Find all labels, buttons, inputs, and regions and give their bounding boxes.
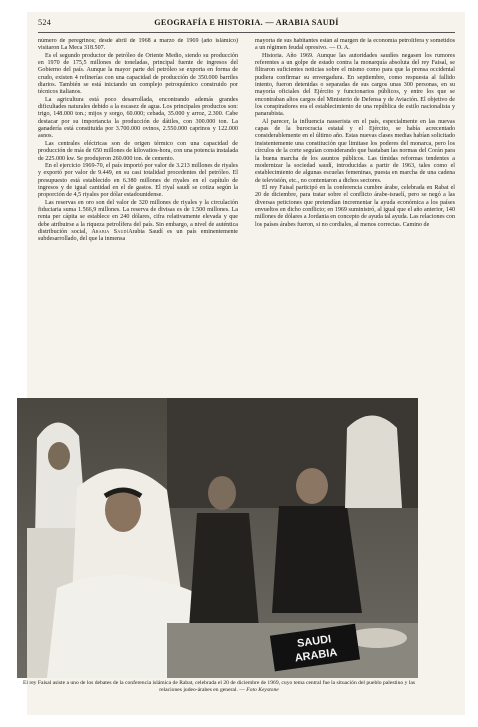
left-face [48,442,70,470]
nameplate-line-2: ARABIA [294,646,339,665]
caption-text: El rey Faisal asiste a uno de los debates de la conferencia islámica de Rabat, celebrada el 20 de diciembre de 1969, cuyo tema central fue la situación del pueblo palestino y las relaciones judeo-árabes en general. — [22,680,416,694]
right-paragraph-history: Historia. Año 1969. Aunque las autoridades saudíes negasen los rumores referentes a un golpe de estado contra la monarquía absoluta del rey Faisal, se filtraron suficientes noticias sobre el mismo como para que la prensa occidental pudiera confirmar su envergadura. En septiembre, como respuesta al fallido intento, fueron detenidas o separadas de sus cargos unas 300 personas, en su mayoría oficiales del Ejército y funcionarios públicos, y entre los que se encontraban altos cargos del Ministerio de Defensa y de Aviación. El objetivo de los conspiradores era el establecimiento de una república de estilo nacionalista y panarabista. [255,52,455,118]
page-header [38,18,455,33]
text-columns [38,38,455,416]
photo-caption [11,680,427,694]
left-paragraph: En el ejercicio 1969-70, el país importó por valor de 3.213 millones de riyales y exportó por valor de 9.449, en su casi totalidad procedentes del petróleo. El presupuesto está establecido en 6.380 millones de riyales en el capítulo de ingresos y de igual cantidad en el de gastos. El riyal saudí se cotiza según la proporción de 4,5 riyales por dólar estadounidense. [38,162,238,199]
page-number: 524 [38,18,52,27]
right-paragraph: Al parecer, la influencia nasserista en el país, especialmente en las nuevas capas de la burocracia estatal y el Ejército, se había acrecentado considerablemente en el último año. Estas nuevas clases medias habían solicitado insistentemente una constitución que limitase los poderes del monarca, pero los círculos de la corte seguían considerando que bastaban las normas del Corán para la buena marcha de los asuntos públicos. Las tímidas reformas tendentes a modernizar la sociedad saudí, introducidas a partir de 1963, tales como el establecimiento de algunas escuelas femeninas, puesta en marcha de una cadena de televisión, etc., no contentaron a dichos sectores. [255,118,455,184]
left-paragraph-with-country [38,200,238,244]
photo-credit: Foto Keystone [246,687,279,694]
running-title: GEOGRAFÍA E HISTORIA. — ARABIA SAUDÍ [154,18,339,27]
left-column [38,38,238,416]
left-paragraph: Las centrales eléctricas son de origen térmico con una capacidad de producción de más de 650 millones de kilovatios-hora, con una potencia instalada de 225.000 kw. Se produjeron 260.000 ton. de cemento. [38,140,238,162]
suited-man-face [208,476,236,510]
country-small-caps: Arabia Saudí [91,228,129,235]
suited-man-2-body [272,506,362,613]
paragraph-text: Las reservas en oro son del valor de 320 millones de riyales y la circulación fiduciaria suma 1.566,9 millones. La reserva de divisas es de 1.500 millones. La renta per cápita se establece en 240 dólares, cifra relativamente elevada y que debe atribuirse a la riqueza petrolífera del país. Sin embargo, a nivel de auténtica distribución social, [38,199,238,235]
suited-man-2-face [296,468,328,504]
right-paragraph: El rey Faisal participó en la conferencia cumbre árabe, celebrada en Rabat el 20 de diciembre, para tratar sobre el conflicto árabe-israelí, pero se negó a las diversas peticiones que pretendían incrementar la ayuda económica a los países envueltos en dicho conflicto; en 1969 suministró, al igual que el año anterior, 140 millones de dólares a Jordania en concepto de ayuda tal ayuda. Las relaciones con los países árabes fueron, si no cordiales, al menos correctas. Camino de [255,184,455,228]
left-paragraph: La agricultura está poco desarrollada, encontrando además grandes dificultades naturales debido a la escasez de agua. Los principales productos son: trigo, 148.000 ton.; mijos y sorgo, 60.000; cebada, 35.000 y arroz, 2.300. Cabe destacar por su importancia la producción de dátiles, con 300.000 ton. La ganadería está constituida por 3.700.000 ovinos, 2.550.000 caprinos y 122.000 asnos. [38,96,238,140]
right-column [255,38,455,416]
conference-photo [17,398,418,678]
left-paragraph: número de peregrinos; desde abril de 1968 a marzo de 1969 (año islámico) visitaron La Meca 318.507. [38,38,238,52]
suited-man-body [189,513,259,628]
right-paragraph: mayoría de sus habitantes están al margen de la economía petrolífera y sometidos a un régimen feudal opresivo. — O. A. [255,38,455,52]
left-paragraph: Es el segundo productor de petróleo de Oriente Medio, siendo su producción en 1970 de 175,5 millones de toneladas, principal fuente de ingresos del Gobierno del país. Aunque la mayor parte del petróleo se exporta en forma de crudo, existen 4 refinerías con una capacidad de producción de 350.000 barriles diarios. También se está iniciando un complejo petroquímico construido por técnicos italianos. [38,52,238,96]
right-headdress-figure [345,416,402,509]
photo-illustration [17,398,418,678]
paragraph-text-cont: Arabia Saudí es un país eminentemente subdesarrollado, del que la inmensa [38,228,238,243]
nameplate-line-1: SAUDI [296,633,332,650]
